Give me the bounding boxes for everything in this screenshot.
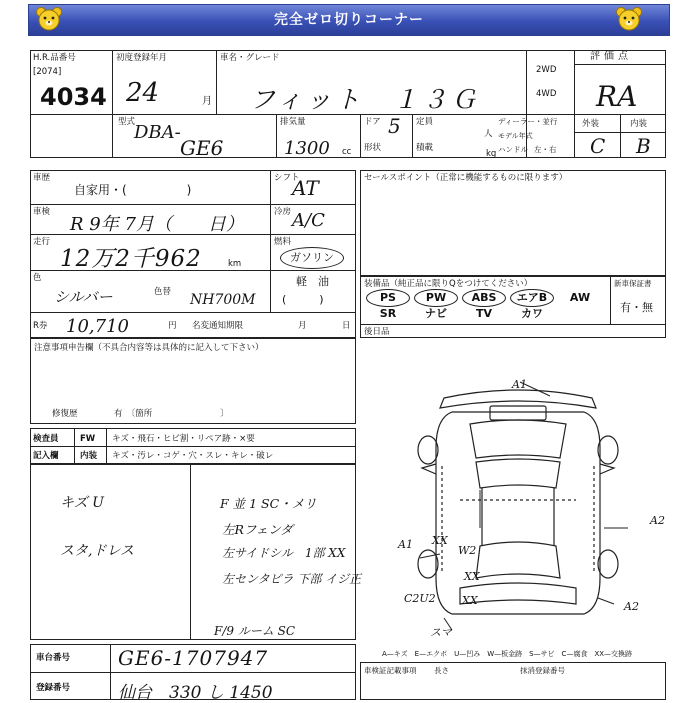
reg-value: 仙台 330 し 1450 [118,683,273,703]
mileage-label: 走行 [33,237,51,247]
shift-label: シフト [274,173,300,183]
repair-value: 有 〔箇所 〕 [114,409,229,419]
shift-value: AT [292,176,319,200]
equipment-item: PW [425,291,447,304]
lot-sub: [2074] [33,67,62,77]
diagram-legend: A—キズ E—エクボ U—凹み W—板金跡 S—サビ C—腐食 XX—交換跡 [382,650,633,658]
recycle-label: R券 [33,321,48,331]
model-label: 車名・グレード [220,53,280,63]
note-right-1: F 並 1 SC・メリ [220,496,317,511]
inspector-label-1: 検査員 [33,434,59,444]
type-value-1: DBA- [134,122,181,143]
diagram-label: A1 [398,538,413,551]
note-right-4: 左センタピラ 下部 イジ正 [222,572,362,586]
cc-unit: cc [342,147,352,157]
rating-value: RA [596,80,638,113]
fuel-paren: ( ) [282,293,324,306]
capacity-label: 定員 [416,117,434,127]
equipment-item: PS [380,291,396,304]
drive-4wd: 4WD [536,89,557,99]
lot-number: 4034 [40,83,107,111]
month-label: 月 [298,321,307,331]
color-code-value: NH700M [190,292,256,308]
diagram-label: XX [462,594,478,607]
fuel-alt: 軽 油 [296,275,329,288]
day-label: 日 [342,321,351,331]
later-label: 後日品 [364,327,390,337]
equipment-item: カワ [521,307,543,320]
sales-point-label: セールスポイント（正常に機能するものに限ります） [364,173,568,183]
usage-label: 車歴 [33,173,51,183]
sales-point-box [360,170,666,276]
inspector-interior-tag: 内装 [80,451,98,461]
diagram-label: スマ [430,626,452,639]
notes-label: 注意事項申告欄（不具合内容等は具体的に記入して下さい） [34,343,264,353]
inspection-value: R 9年 7月（ 日） [70,214,244,235]
handle-label: ハンドル [498,145,528,154]
inspector-fw: FW [80,434,96,444]
exterior-label: 外装 [582,119,600,129]
diagram-label: A2 [624,600,639,613]
inspection-label: 車検 [33,207,51,217]
handle-options: 左・右 [534,145,557,154]
note-left-1: キズ U [60,495,104,511]
usage-value: 自家用・( ) [74,183,192,197]
reg-label: 登録番号 [36,683,71,693]
diagram-label: C2U2 [404,592,436,605]
cert-label: 車検証記載事項 [364,666,417,675]
equipment-circle [462,289,506,307]
type-label: 型式 [118,117,136,127]
diagram-label: W2 [458,544,477,557]
equipment-item: AW [569,291,591,304]
chassis-label: 車台番号 [36,653,71,663]
bear-mascot-icon [34,6,64,32]
equipment-label: 装備品（純正品に限りQをつけてください） [364,279,533,289]
recycle-value: 10,710 [66,316,129,337]
diagram-label: XX [432,534,448,547]
warranty-value: 有・無 [620,301,653,314]
banner-title: 完全ゼロ切りコーナー [274,12,424,28]
first-reg-label: 初度登録年月 [116,53,168,63]
note-left-2: スタ,ドレス [60,543,135,559]
repair-label: 修復歴 [52,409,78,419]
interior-label: 内装 [630,119,648,129]
mileage-unit: km [228,259,242,269]
capacity-unit: 人 [484,129,493,139]
door-label: ドア [364,117,381,127]
fuel-value: ガソリン [290,251,334,264]
month-suffix: 月 [202,96,212,107]
equipment-item: SR [379,307,397,320]
equipment-item: ナビ [425,307,447,320]
note-right-2: 左Rフェンダ [222,522,293,537]
address-change-label: 名変通知期限 [192,321,244,331]
equipment-circle [510,289,554,307]
first-reg-year: 24 [126,78,160,108]
note-right-3: 左サイドシル 1部 XX [222,546,346,560]
seal-label: 抹消登録番号 [520,666,565,675]
ac-value: A/C [292,210,325,231]
color-code-label: 色替 [154,287,172,297]
displacement-label: 排気量 [280,117,306,127]
auction-sheet [30,44,666,703]
header-banner [28,4,670,36]
diagram-label: XX [464,570,480,583]
equipment-circle [414,289,458,307]
exterior-value: C [590,134,606,158]
interior-value: B [636,134,651,158]
note-bottom: F/9 ルーム SC [214,624,296,638]
door-value: 5 [388,114,401,138]
bear-mascot-icon [614,6,644,32]
inspector-line-2: キズ・汚レ・コゲ・穴・スレ・キレ・破レ [112,451,274,461]
type-value-2: GE6 [180,136,224,160]
load-label: 積載 [416,143,434,153]
length-label: 長さ [434,666,449,675]
fuel-label: 燃料 [274,237,292,247]
chassis-value: GE6-1707947 [118,646,269,670]
equipment-circle [366,289,410,307]
equipment-item: TV [475,307,493,320]
equipment-item: ABS [471,291,497,304]
yen-unit: 円 [168,321,177,331]
mileage-value: 12万2千962 [60,246,202,272]
inspector-label-2: 記入欄 [33,451,59,461]
diagram-label: A1 [512,378,527,391]
equipment-item: エアB [516,291,548,304]
ac-label: 冷房 [274,207,292,217]
diagram-label: A2 [650,514,665,527]
inspector-line-1: キズ・飛石・ヒビ割・リペア跡・×要 [112,434,255,444]
warranty-label: 新車保証書 [614,279,652,288]
drive-2wd: 2WD [536,65,557,75]
color-value: シルバー [54,288,113,306]
rating-label: 評価点 [590,51,632,62]
model-year-label: モデル年式 [498,132,533,140]
displacement-value: 1300 [284,138,330,159]
dealer-label: ディーラー・並行 [498,117,558,126]
load-unit: kg [486,149,497,159]
color-label: 色 [33,273,42,283]
lot-label: H.R.品番号 [33,53,76,63]
model-value: フィット １３Ｇ [250,85,481,114]
shape-label: 形状 [364,143,382,153]
